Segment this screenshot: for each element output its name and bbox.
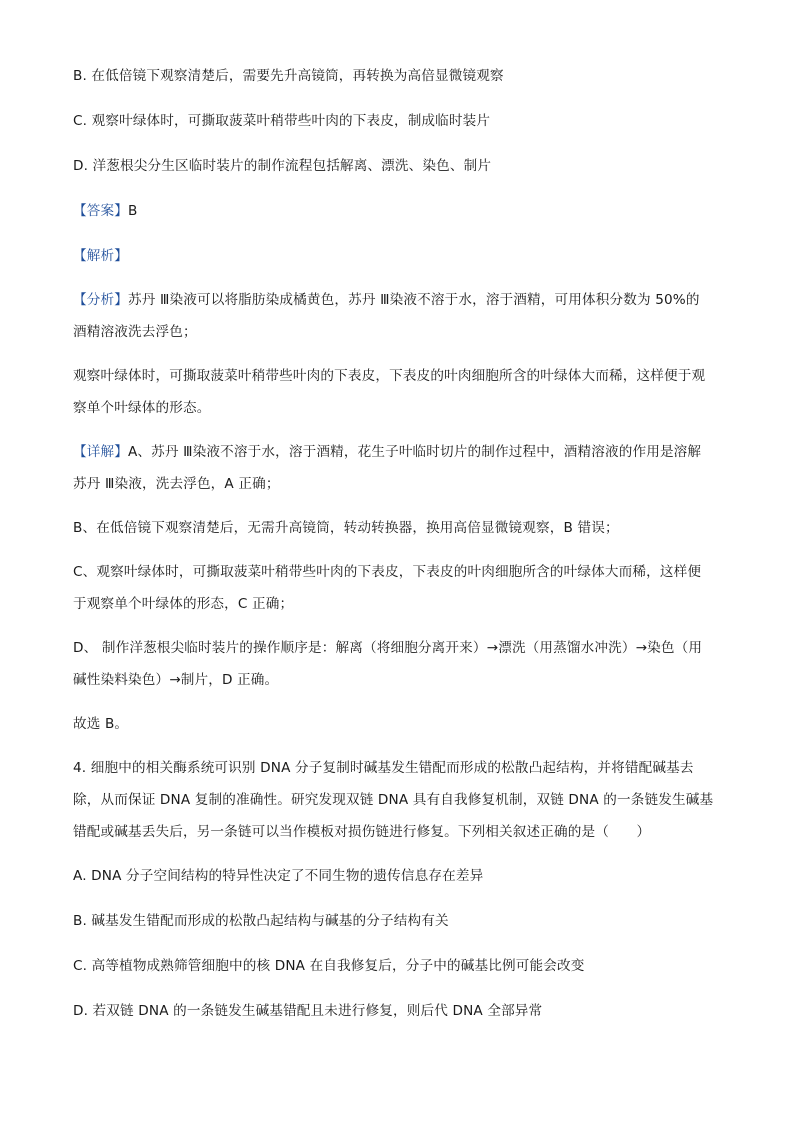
question-4-option-a: A. DNA 分子空间结构的特异性决定了不同生物的遗传信息存在差异	[73, 868, 484, 884]
detail-c-line-2: 于观察单个叶绿体的形态，C 正确；	[73, 596, 294, 612]
fenxi-tag: 【分析】	[73, 292, 128, 308]
prev-option-d: D. 洋葱根尖分生区临时装片的制作流程包括解离、漂洗、染色、制片	[73, 158, 492, 174]
answer-tag: 【答案】	[73, 203, 128, 219]
detail-tag: 【详解】	[73, 444, 128, 460]
fenxi-line-2: 酒精溶液洗去浮色；	[73, 324, 197, 340]
question-4-stem-line-1: 4. 细胞中的相关酶系统可识别 DNA 分子复制时碱基发生错配而形成的松散凸起结构，并将错配碱基去	[73, 760, 694, 776]
fenxi-text-1: 苏丹 Ⅲ染液可以将脂肪染成橘黄色，苏丹 Ⅲ染液不溶于水，溶于酒精，可用体积分数为 50%的	[127, 292, 700, 308]
prev-option-c: C. 观察叶绿体时，可撕取菠菜叶稍带些叶肉的下表皮，制成临时装片	[73, 113, 491, 129]
question-4-option-b: B. 碱基发生错配而形成的松散凸起结构与碱基的分子结构有关	[73, 913, 449, 929]
chloroplast-note-line-2: 察单个叶绿体的形态。	[73, 400, 211, 416]
analysis-tag: 【解析】	[73, 248, 128, 264]
fenxi-line-1	[73, 290, 723, 310]
answer-value: B	[127, 203, 138, 219]
detail-c-line-1: C、观察叶绿体时，可撕取菠菜叶稍带些叶肉的下表皮，下表皮的叶肉细胞所含的叶绿体大而稀，这样便	[73, 564, 702, 580]
detail-a-text-1: A、苏丹 Ⅲ染液不溶于水，溶于酒精，花生子叶临时切片的制作过程中，酒精溶液的作用是溶解	[127, 444, 702, 460]
question-4-option-d: D. 若双链 DNA 的一条链发生碱基错配且未进行修复，则后代 DNA 全部异常	[73, 1003, 543, 1019]
analysis-heading	[73, 246, 723, 266]
answer-line	[73, 201, 723, 221]
detail-a-line-2: 苏丹 Ⅲ染液，洗去浮色，A 正确；	[73, 476, 280, 492]
question-4-option-c: C. 高等植物成熟筛管细胞中的核 DNA 在自我修复后，分子中的碱基比例可能会改变	[73, 958, 585, 974]
question-4-stem-line-2: 除，从而保证 DNA 复制的准确性。研究发现双链 DNA 具有自我修复机制，双链 DNA 的一条链发生碱基	[73, 792, 714, 808]
question-4-stem-line-3: 错配或碱基丢失后，另一条链可以当作模板对损伤链进行修复。下列相关叙述正确的是（ ）	[73, 824, 651, 840]
detail-d-line-2: 碱性染料染色）→制片，D 正确。	[73, 672, 279, 688]
chloroplast-note-line-1: 观察叶绿体时，可撕取菠菜叶稍带些叶肉的下表皮，下表皮的叶肉细胞所含的叶绿体大而稀，这样便于观	[73, 368, 706, 384]
detail-a-line-1	[73, 442, 723, 462]
prev-option-b: B. 在低倍镜下观察清楚后，需要先升高镜筒，再转换为高倍显微镜观察	[73, 68, 504, 84]
detail-d-line-1: D、 制作洋葱根尖临时装片的操作顺序是：解离（将细胞分离开来）→漂洗（用蒸馏水冲洗）→染色（用	[73, 640, 703, 656]
detail-conclusion: 故选 B。	[73, 716, 129, 732]
detail-b-line: B、在低倍镜下观察清楚后，无需升高镜筒，转动转换器，换用高倍显微镜观察，B 错误；	[73, 520, 619, 536]
